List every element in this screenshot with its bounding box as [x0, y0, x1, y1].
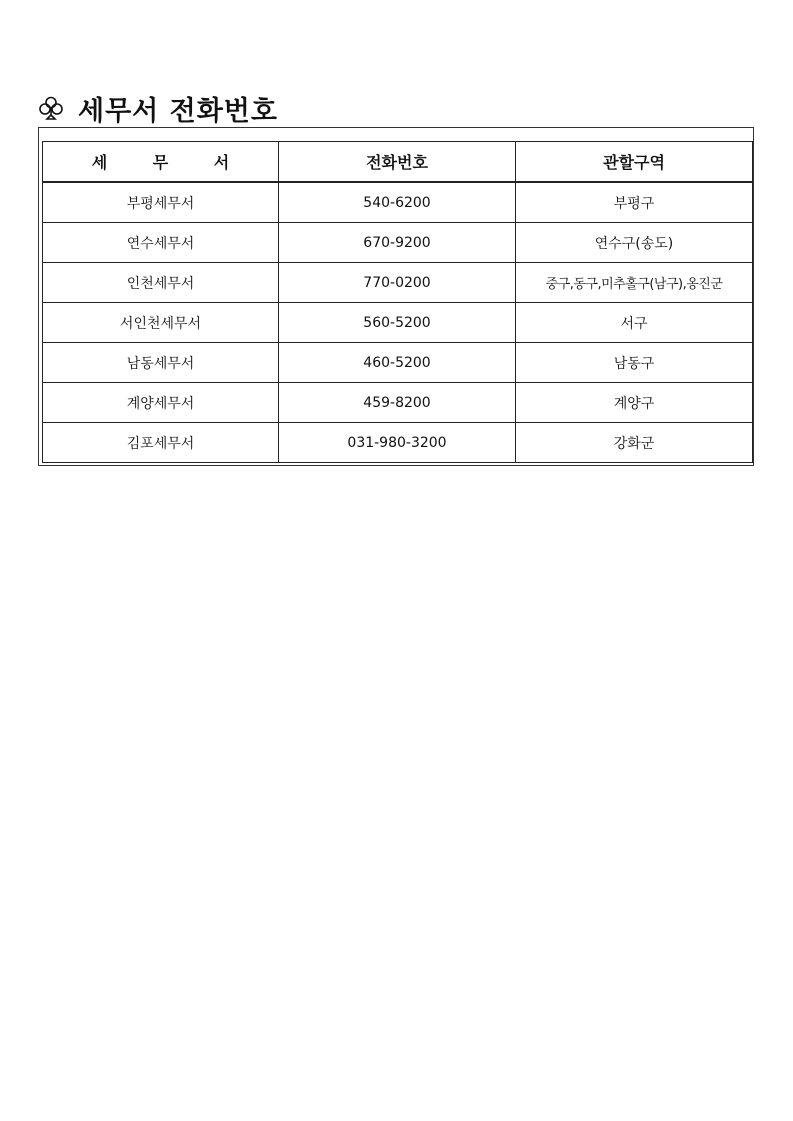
jurisdiction-area: 계양구 — [516, 383, 753, 423]
table-row — [43, 383, 753, 423]
phone-number: 460-5200 — [279, 343, 516, 383]
table-row — [43, 182, 753, 223]
tax-office-table — [42, 141, 753, 463]
phone-number: 560-5200 — [279, 303, 516, 343]
page-title — [38, 90, 278, 126]
office-name: 서인천세무서 — [43, 303, 279, 343]
page-title-text: 세무서 전화번호 — [78, 95, 278, 127]
club-icon — [38, 95, 64, 121]
jurisdiction-area: 강화군 — [516, 423, 753, 463]
header-phone: 전화번호 — [279, 142, 516, 183]
header-office: 세 무 서 — [43, 142, 279, 183]
office-name: 남동세무서 — [43, 343, 279, 383]
jurisdiction-area: 연수구(송도) — [516, 223, 753, 263]
table-header-row — [43, 142, 753, 183]
office-name: 김포세무서 — [43, 423, 279, 463]
office-name: 계양세무서 — [43, 383, 279, 423]
phone-number: 031-980-3200 — [279, 423, 516, 463]
jurisdiction-area: 서구 — [516, 303, 753, 343]
table-row — [43, 223, 753, 263]
phone-number: 540-6200 — [279, 182, 516, 223]
table-row — [43, 343, 753, 383]
phone-number: 770-0200 — [279, 263, 516, 303]
phone-number: 459-8200 — [279, 383, 516, 423]
phone-number: 670-9200 — [279, 223, 516, 263]
table-row — [43, 423, 753, 463]
table-row — [43, 303, 753, 343]
office-name: 연수세무서 — [43, 223, 279, 263]
header-area: 관할구역 — [516, 142, 753, 183]
jurisdiction-area: 부평구 — [516, 182, 753, 223]
jurisdiction-area: 남동구 — [516, 343, 753, 383]
table-row — [43, 263, 753, 303]
office-name: 인천세무서 — [43, 263, 279, 303]
jurisdiction-area: 중구,동구,미추홀구(남구),옹진군 — [516, 263, 753, 303]
office-name: 부평세무서 — [43, 182, 279, 223]
